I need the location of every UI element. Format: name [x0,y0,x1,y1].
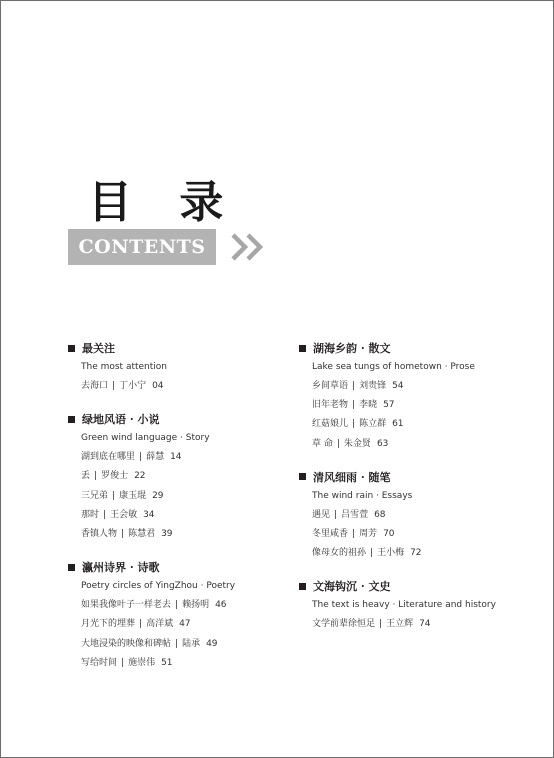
entry-page-number: 74 [419,619,431,630]
toc-section [299,338,539,454]
section-subtitle: Poetry circles of YingZhou · Poetry [81,581,236,592]
entry-page-number: 47 [179,619,191,630]
entry-separator: | [175,600,179,611]
entry-page-number: 29 [152,490,164,501]
entry-page-number: 04 [152,381,164,391]
contents-banner [68,229,216,265]
square-bullet-icon [68,564,75,571]
entry-author: 朱金贤 [343,438,371,449]
square-bullet-icon [299,345,306,352]
toc-entry[interactable] [312,396,539,415]
contents-label: CONTENTS [78,236,206,258]
entry-title: 丢 [81,471,91,482]
entry-author: 高洋斌 [146,619,174,630]
entry-title: 草 命 [312,438,333,449]
entry-title: 乡间草语 [312,381,349,391]
entry-separator: | [352,528,356,539]
section-title: 文海钩沉 · 文史 [313,580,391,594]
entry-title: 大地浸染的映像和碑帖 [81,638,172,649]
entry-page-number: 61 [392,419,404,430]
entry-separator: | [94,471,98,482]
section-subtitle: Green wind language · Story [81,433,210,444]
toc-entry[interactable] [312,544,539,563]
toc-left-column [68,338,288,686]
entry-page-number: 14 [170,452,182,463]
double-chevron-right-icon [230,232,266,262]
entry-author: 薛慧 [146,452,165,463]
section-title: 瀛州诗界 · 诗歌 [82,561,160,575]
entry-page-number: 68 [374,509,386,520]
entry-author: 赖扬明 [182,600,210,611]
toc-section [299,576,539,634]
entry-author: 王小梅 [377,548,405,559]
entry-author: 施崇伟 [128,657,156,668]
section-header [299,467,539,487]
toc-entry[interactable] [312,435,539,454]
square-bullet-icon [299,583,306,590]
entry-separator: | [334,509,338,520]
entry-author: 周芳 [359,528,378,539]
section-subtitle: The most attention [81,362,168,372]
entry-page-number: 54 [392,381,404,391]
entry-author: 陈慧君 [128,528,156,539]
toc-entry[interactable] [81,635,288,654]
entry-separator: | [352,419,356,430]
entry-page-number: 51 [161,657,173,668]
entry-page-number: 46 [215,600,227,611]
toc-entry[interactable] [81,487,288,506]
square-bullet-icon [299,473,306,480]
toc-section [68,409,288,544]
square-bullet-icon [68,416,75,423]
section-subtitle: Lake sea tungs of hometown · Prose [312,362,475,372]
entry-page-number: 70 [383,528,395,539]
section-subtitle: The wind rain · Essays [312,490,413,501]
toc-entry[interactable] [312,506,539,525]
entry-page-number: 72 [410,548,422,559]
toc-right-column [299,338,539,648]
entry-title: 文学前辈徐恒足 [312,619,376,630]
entry-title: 旧年老物 [312,400,349,411]
entry-separator: | [352,381,356,391]
toc-entry[interactable] [312,525,539,544]
section-header [68,409,288,429]
entry-page-number: 39 [161,528,173,539]
entry-author: 刘贵锋 [359,381,387,391]
entry-separator: | [121,657,125,668]
entry-separator: | [139,619,143,630]
entry-author: 王立辉 [386,619,414,630]
entry-separator: | [103,509,107,520]
page-title: 目 录 [88,177,240,228]
entry-author: 王会敏 [110,509,138,520]
entry-title: 湖到底在哪里 [81,452,136,463]
entry-author: 李晓 [359,400,378,411]
section-header [299,576,539,596]
toc-entry[interactable] [312,377,539,396]
entry-author: 陆承 [182,638,201,649]
section-title: 湖海乡韵 · 散文 [313,342,391,355]
section-title: 清风细雨 · 随笔 [313,470,391,484]
entry-author: 罗俊士 [101,471,129,482]
section-header [68,338,288,358]
toc-entry[interactable] [312,415,539,434]
entry-title: 冬里咸香 [312,528,349,539]
toc-entry[interactable] [81,654,288,673]
entry-author: 吕雪萱 [341,509,369,520]
entry-title: 那时 [81,509,100,520]
toc-entry[interactable] [81,506,288,525]
section-header [68,557,288,577]
entry-page-number: 34 [143,509,155,520]
section-title: 最关注 [82,342,115,355]
entry-separator: | [352,400,356,411]
entry-title: 去海口 [81,381,109,391]
entry-title: 遇见 [312,509,331,520]
entry-title: 月光下的埋葬 [81,619,136,630]
entry-separator: | [370,548,374,559]
toc-section [299,467,539,564]
toc-entry[interactable] [312,615,539,634]
entry-separator: | [379,619,383,630]
entry-title: 三兄弟 [81,490,109,501]
toc-entry[interactable] [81,377,288,396]
entry-title: 香镇人物 [81,528,118,539]
entry-author: 陈立群 [359,419,387,430]
section-title: 绿地风语 · 小说 [82,413,160,427]
entry-author: 丁小宁 [119,381,147,391]
toc-section [68,338,288,396]
square-bullet-icon [68,345,75,352]
entry-title: 写给时间 [81,657,118,668]
entry-separator: | [112,381,116,391]
toc-section [68,557,288,673]
entry-page-number: 57 [383,400,395,411]
entry-page-number: 63 [376,438,389,449]
toc-entry[interactable] [81,467,288,486]
entry-page-number: 49 [206,638,218,649]
toc-entry[interactable] [81,615,288,634]
entry-page-number: 22 [134,471,146,482]
toc-entry[interactable] [81,596,288,615]
entry-separator: | [121,528,125,539]
entry-separator: | [112,490,116,501]
section-subtitle: The text is heavy · Literature and history [312,600,496,611]
toc-entry[interactable] [81,525,288,544]
entry-separator: | [175,638,179,649]
entry-author: 康玉琨 [119,490,147,501]
entry-title: 如果我像叶子一样老去 [81,600,172,611]
section-header [299,338,539,358]
entry-title: 红菇娘儿 [312,419,349,430]
entry-separator: | [139,452,143,463]
entry-title: 像母女的祖孙 [312,548,367,559]
entry-separator: | [336,438,340,449]
toc-entry[interactable] [81,448,288,467]
